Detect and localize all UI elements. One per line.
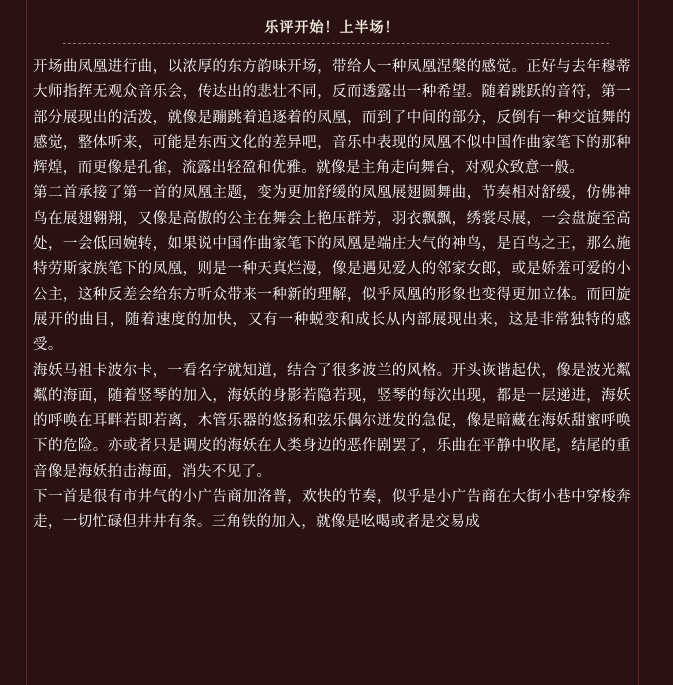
title-divider	[63, 43, 609, 44]
left-border-line	[26, 0, 27, 685]
article-title: 乐评开始！上半场！	[264, 20, 400, 36]
article-body	[33, 55, 631, 536]
article	[33, 0, 631, 536]
paragraph-galop: 下一首是很有市井气的小广告商加洛普，欢快的节奏，似乎是小广告商在大街小巷中穿梭奔走，一切忙碌但井井有条。三角铁的加入，就像是吆喝或者是交易成	[33, 489, 631, 531]
right-border-line	[638, 0, 639, 685]
paragraph-phoenix-march: 开场曲凤凰进行曲，以浓厚的东方韵味开场，带给人一种凤凰涅槃的感觉。正好与去年穆蒂大师指挥无观众音乐会，传达出的悲壮不同，反而透露出一种希望。随着跳跃的音符，第一部分展现出的活泼，就像是蹦跳着追逐着的凤凰，而到了中间的部分，反倒有一种交谊舞的感觉，整体听来，可能是东西文化的差异吧，音乐中表现的凤凰不似中国作曲家笔下的那种辉煌，而更像是孔雀，流露出轻盈和优雅。就像是主角走向舞台，对观众致意一般。	[33, 59, 631, 177]
paragraph-phoenix-waltz: 第二首承接了第一首的凤凰主题，变为更加舒缓的凤凰展翅圆舞曲，节奏相对舒缓，仿佛神鸟在展翅翱翔，又像是高傲的公主在舞会上艳压群芳，羽衣飘飘，绣裳尽展，一会盘旋至高处，一会低回婉转，如果说中国作曲家笔下的凤凰是端庄大气的神鸟，是百鸟之王，那么施特劳斯家族笔下的凤凰，则是一种天真烂漫，像是遇见爱人的邻家女郎，或是娇羞可爱的小公主，这种反差会给东方听众带来一种新的理解，似乎凤凰的形象也变得更加立体。而回旋展开的曲目，随着速度的加快，又有一种蜕变和成长从内部展现出来，这是非常独特的感受。	[33, 185, 631, 354]
paragraph-siren-polka: 海妖马祖卡波尔卡，一看名字就知道，结合了很多波兰的风格。开头诙谐起伏，像是波光粼粼的海面，随着竖琴的加入，海妖的身影若隐若现，竖琴的每次出现，都是一层递进，海妖的呼唤在耳畔若即若离，木管乐器的悠扬和弦乐偶尔迸发的急促，像是暗藏在海妖甜蜜呼唤下的危险。亦或者只是调皮的海妖在人类身边的恶作剧罢了，乐曲在平静中收尾，结尾的重音像是海妖拍击海面，消失不见了。	[33, 362, 631, 480]
